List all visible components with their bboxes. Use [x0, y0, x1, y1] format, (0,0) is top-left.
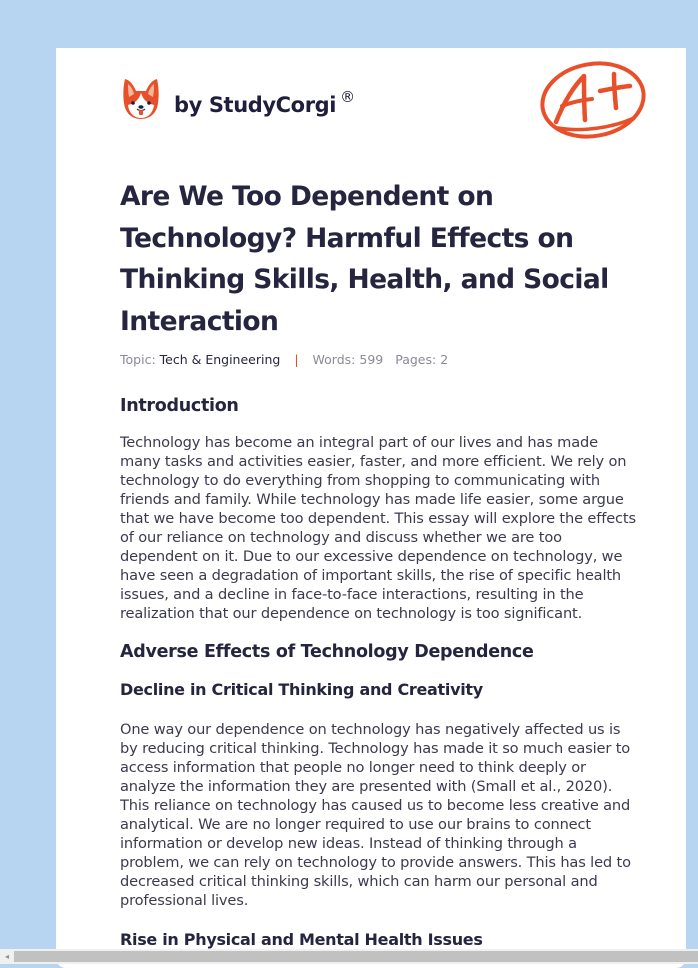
registered-mark: ® [340, 88, 355, 106]
subsection-heading-health-issues: Rise in Physical and Mental Health Issues [120, 930, 483, 949]
a-plus-grade-icon [538, 58, 648, 140]
pages-count: 2 [440, 352, 449, 367]
pages-label: Pages: [395, 352, 437, 367]
corgi-logo-icon [122, 77, 160, 121]
topic-label: Topic: [120, 352, 156, 367]
brand-logo[interactable] [122, 76, 355, 122]
scrollbar-thumb[interactable] [14, 951, 698, 962]
article-meta [120, 352, 448, 367]
brand-text: by StudyCorgi [174, 93, 337, 117]
critical-thinking-paragraph: One way our dependence on technology has negatively affected us is by reducing critical thinking. Technology has made it so much easier to access information that people no longer need to think deeply or analyze the information they are presented with (Small et al., 2020). This reliance on technology has caused us to become less creative and analytical. We are no longer required to use our brains to connect information or develop new ideas. Instead of thinking through a problem, we can rely on technology to provide answers. This has led to decreased critical thinking skills, which can harm our personal and professional lives. [120, 721, 631, 909]
brand-name [174, 88, 355, 117]
section-heading-introduction: Introduction [120, 396, 239, 416]
article-title: Are We Too Dependent on Technology? Harmful Effects on Thinking Skills, Health, and Social Interaction [120, 181, 609, 337]
words-count: 599 [359, 352, 384, 367]
section-heading-adverse-effects: Adverse Effects of Technology Dependence [120, 642, 534, 662]
meta-separator: | [294, 352, 299, 367]
words-label: Words: [312, 352, 356, 367]
essay-page [56, 48, 686, 968]
horizontal-scrollbar[interactable] [0, 949, 698, 964]
subsection-heading-critical-thinking: Decline in Critical Thinking and Creativity [120, 680, 483, 699]
scroll-left-arrow-icon[interactable]: ◂ [4, 952, 9, 961]
introduction-paragraph: Technology has become an integral part of our lives and has made many tasks and activities easier, faster, and more efficient. We rely on technology to do everything from shopping to communicating with friends and family. While technology has made life easier, some argue that we have become too dependent. This essay will explore the effects of our reliance on technology and discuss whether we are too dependent on it. Due to our excessive dependence on technology, we have seen a degradation of important skills, the rise of specific health issues, and a decline in face-to-face interactions, resulting in the realization that our dependence on technology is too significant. [120, 434, 636, 622]
topic-link[interactable]: Tech & Engineering [159, 352, 281, 367]
